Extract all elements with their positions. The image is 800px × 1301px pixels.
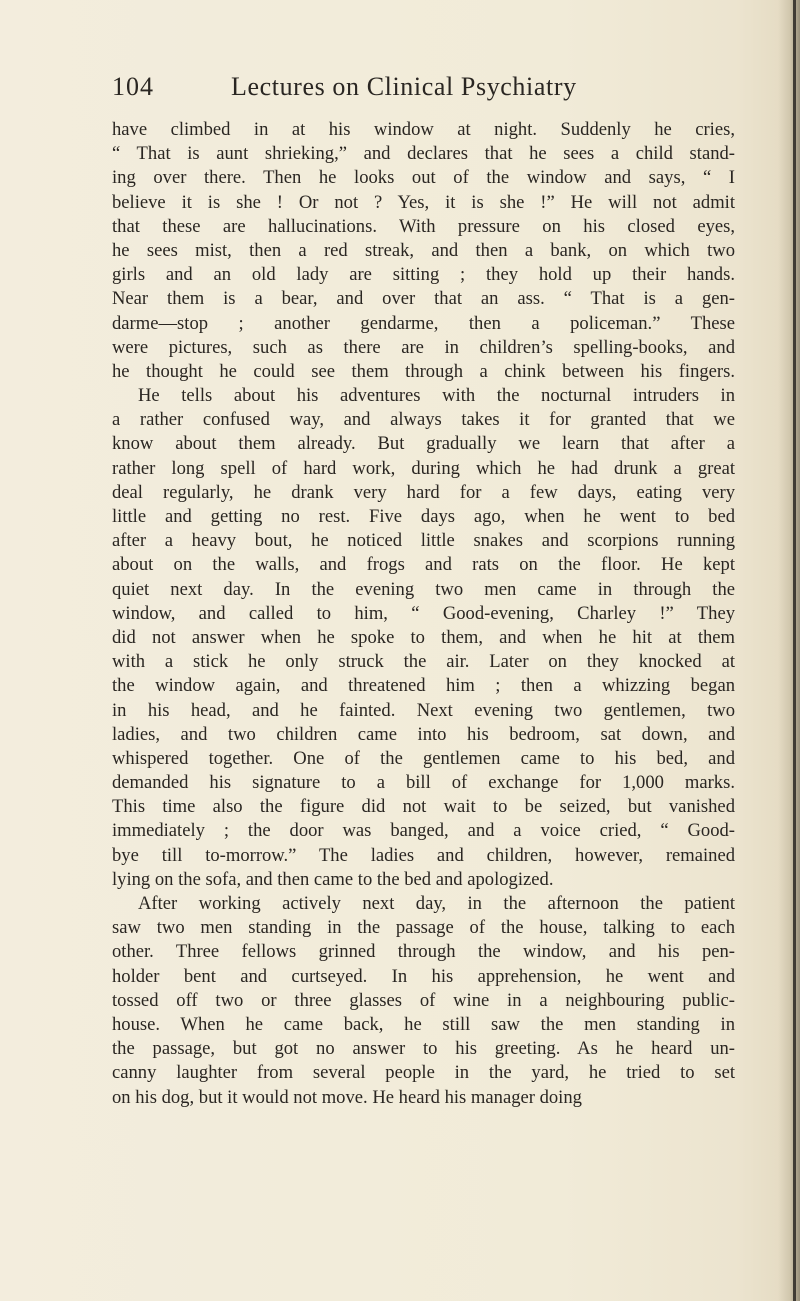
text-line: canny laughter from several people in the yard, he tried to set: [112, 1062, 735, 1084]
text-line: he thought he could see them through a chink between his fingers.: [112, 360, 735, 382]
page-header: [112, 72, 732, 112]
text-line: holder bent and curtseyed. In his apprehension, he went and: [112, 965, 735, 987]
text-line: other. Three fellows grinned through the window, and his pen-: [112, 941, 735, 963]
text-line: whispered together. One of the gentlemen came to his bed, and: [112, 747, 735, 769]
text-line: bye till to-morrow.” The ladies and children, however, remained: [112, 844, 735, 866]
text-line: darme—stop ; another gendarme, then a policeman.” These: [112, 312, 735, 334]
text-line: window, and called to him, “ Good-evening, Charley !” They: [112, 602, 735, 624]
text-line: after a heavy bout, he noticed little snakes and scorpions running: [112, 530, 735, 552]
text-line: After working actively next day, in the afternoon the patient: [138, 893, 735, 914]
text-line: quiet next day. In the evening two men came in through the: [112, 578, 735, 600]
text-line: deal regularly, he drank very hard for a few days, eating very: [112, 481, 735, 503]
text-line: “ That is aunt shrieking,” and declares that he sees a child stand-: [112, 143, 735, 165]
text-line: tossed off two or three glasses of wine in a neighbouring public-: [112, 989, 735, 1011]
text-line: saw two men standing in the passage of the house, talking to each: [112, 917, 735, 939]
text-line: immediately ; the door was banged, and a voice cried, “ Good-: [112, 820, 735, 842]
text-line: with a stick he only struck the air. Later on they knocked at: [112, 651, 735, 673]
running-title: Lectures on Clinical Psychiatry: [231, 72, 577, 101]
text-line: about on the walls, and frogs and rats on the floor. He kept: [112, 554, 735, 576]
text-line: a rather confused way, and always takes it for granted that we: [112, 409, 735, 431]
text-line: rather long spell of hard work, during which he had drunk a great: [112, 457, 735, 479]
text-line: he sees mist, then a red streak, and then a bank, on which two: [112, 239, 735, 261]
text-line: believe it is she ! Or not ? Yes, it is she !” He will not admit: [112, 191, 735, 213]
text-line: did not answer when he spoke to them, and when he hit at them: [112, 626, 735, 648]
text-line: on his dog, but it would not move. He heard his manager doing: [112, 1086, 582, 1108]
text-line: girls and an old lady are sitting ; they hold up their hands.: [112, 264, 735, 286]
text-line: lying on the sofa, and then came to the bed and apologized.: [112, 868, 554, 890]
text-line: know about them already. But gradually we learn that after a: [112, 433, 735, 455]
text-line: little and getting no rest. Five days ago, when he went to bed: [112, 506, 735, 527]
text-line: were pictures, such as there are in children’s spelling-books, and: [112, 336, 735, 358]
text-line: the window again, and threatened him ; then a whizzing began: [112, 675, 735, 697]
page-number: 104: [112, 72, 154, 101]
text-line: Near them is a bear, and over that an ass. “ That is a gen-: [112, 288, 735, 310]
text-line: house. When he came back, he still saw the men standing in: [112, 1013, 735, 1035]
text-line: demanded his signature to a bill of exchange for 1,000 marks.: [112, 772, 735, 794]
page-edge: [793, 0, 796, 1301]
text-line: ladies, and two children came into his bedroom, sat down, and: [112, 723, 735, 745]
text-line: that these are hallucinations. With pressure on his closed eyes,: [112, 215, 735, 237]
text-line: have climbed in at his window at night. Suddenly he cries,: [112, 119, 735, 140]
text-line: He tells about his adventures with the nocturnal intruders in: [138, 385, 735, 407]
text-line: the passage, but got no answer to his greeting. As he heard un-: [112, 1038, 735, 1060]
body-text: [112, 118, 735, 1110]
text-line: This time also the figure did not wait to be seized, but vanished: [112, 796, 735, 818]
page-edge-shadow: [778, 0, 800, 1301]
text-line: ing over there. Then he looks out of the window and says, “ I: [112, 167, 735, 189]
text-line: in his head, and he fainted. Next evening two gentlemen, two: [112, 699, 735, 721]
